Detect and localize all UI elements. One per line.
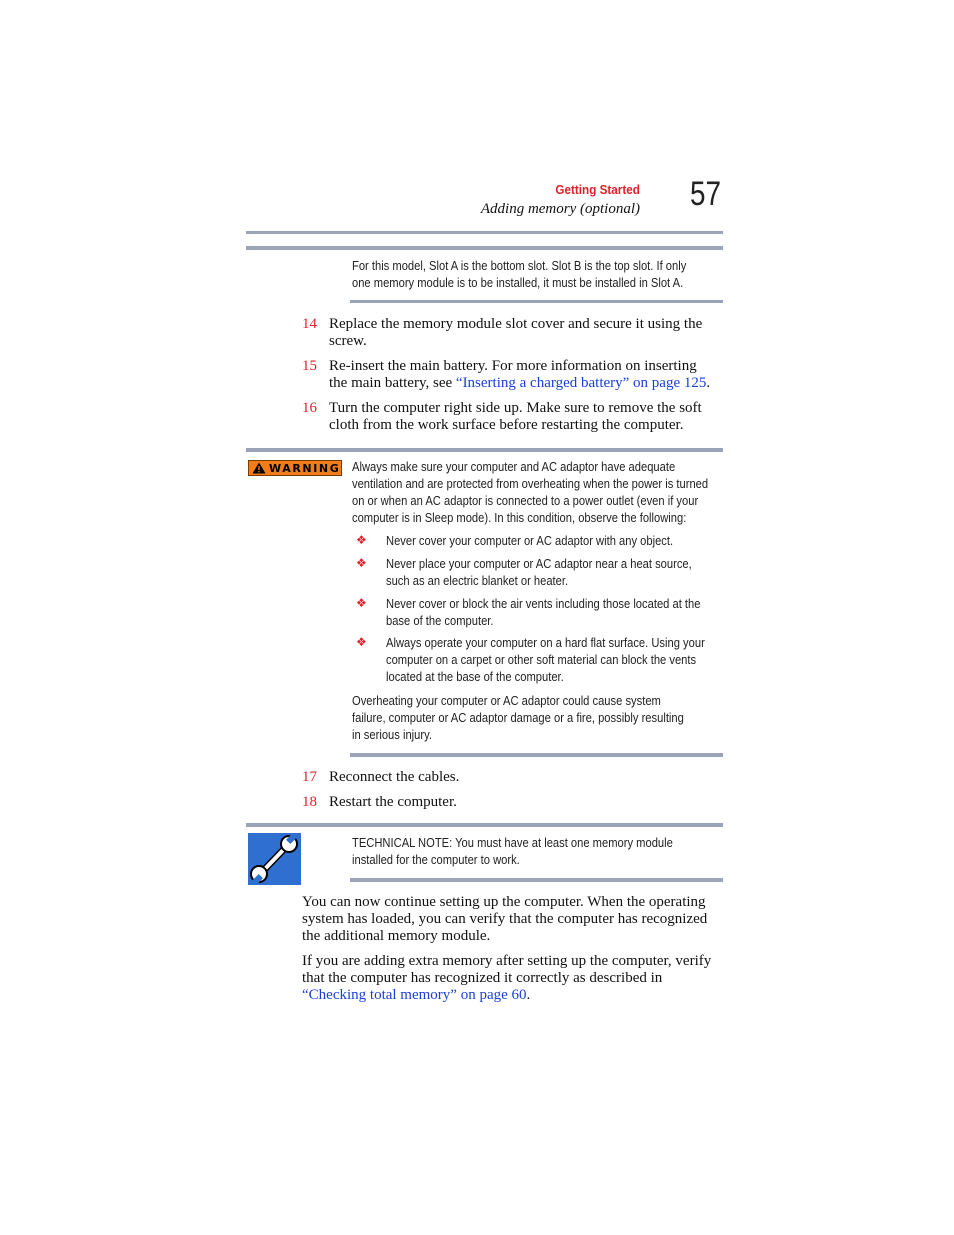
bullet-line: computer on a carpet or other soft material can block the vents <box>386 652 697 667</box>
warning-line: in serious injury. <box>352 727 432 742</box>
warning-label: WARNING <box>269 461 341 475</box>
bullet-line: base of the computer. <box>386 613 494 628</box>
body-paragraph <box>302 953 711 1004</box>
slot-note-line: For this model, Slot A is the bottom slot. Slot B is the top slot. If only <box>352 258 687 273</box>
warning-badge <box>248 460 342 476</box>
bullet-line: Never cover or block the air vents including those located at the <box>386 596 701 611</box>
header-section: Getting Started <box>555 182 640 197</box>
tech-note-line: installed for the computer to work. <box>352 852 520 867</box>
warning-triangle-icon <box>252 462 266 474</box>
slot-note-line: one memory module is to be installed, it must be installed in Slot A. <box>352 275 684 290</box>
step-text <box>329 358 710 392</box>
step-line: Turn the computer right side up. Make sure to remove the soft <box>329 400 702 416</box>
note-top-rule <box>246 246 723 250</box>
step-text <box>329 400 702 434</box>
warning-bullet <box>386 595 700 629</box>
warning-line: Overheating your computer or AC adaptor could cause system <box>352 693 661 708</box>
warning-closing <box>352 692 684 743</box>
step-line <box>329 375 710 392</box>
step-text-fragment: the main battery, see <box>329 375 456 391</box>
note-bottom-rule <box>350 300 723 303</box>
step-line: Replace the memory module slot cover and secure it using the <box>329 316 703 332</box>
body-line: the additional memory module. <box>302 928 491 944</box>
step-number: 18 <box>302 794 317 810</box>
step-line: screw. <box>329 333 367 349</box>
step-line: Re-insert the main battery. For more information on inserting <box>329 358 697 374</box>
wrench-icon <box>248 833 301 885</box>
step-text: Reconnect the cables. <box>329 769 460 785</box>
bullet-line: located at the base of the computer. <box>386 669 564 684</box>
warning-bottom-rule <box>350 753 723 757</box>
link-inserting-battery[interactable]: “Inserting a charged battery” on page 125 <box>455 375 707 391</box>
warning-line: Always make sure your computer and AC adaptor have adequate <box>352 459 676 474</box>
warning-bullet <box>386 555 692 589</box>
bullet-icon: ❖ <box>356 596 367 610</box>
body-line: If you are adding extra memory after setting up the computer, verify <box>302 953 712 969</box>
bullet-icon: ❖ <box>356 635 367 649</box>
body-text-fragment: . <box>526 987 531 1003</box>
bullet-line: Never place your computer or AC adaptor near a heat source, <box>386 556 692 571</box>
step-text <box>329 316 702 350</box>
warning-bullet <box>386 532 673 549</box>
step-text-fragment: . <box>706 375 711 391</box>
page-number: 57 <box>690 175 722 213</box>
body-line: system has loaded, you can verify that the computer has recognized <box>302 911 708 927</box>
running-header <box>440 180 640 224</box>
warning-line: computer is in Sleep mode). In this condition, observe the following: <box>352 510 687 525</box>
bullet-icon: ❖ <box>356 556 367 570</box>
step-line: cloth from the work surface before restarting the computer. <box>329 417 684 433</box>
body-line <box>302 987 711 1004</box>
warning-line: failure, computer or AC adaptor damage or a fire, possibly resulting <box>352 710 684 725</box>
step-number: 17 <box>302 769 317 785</box>
step-number: 14 <box>302 316 317 332</box>
step-text: Restart the computer. <box>329 794 457 810</box>
bullet-line: Always operate your computer on a hard flat surface. Using your <box>386 635 705 650</box>
step-number: 16 <box>302 400 317 416</box>
header-rule <box>246 231 723 234</box>
tech-note-line: TECHNICAL NOTE: You must have at least one memory module <box>352 835 673 850</box>
bullet-line: Never cover your computer or AC adaptor with any object. <box>386 533 674 548</box>
bullet-line: such as an electric blanket or heater. <box>386 573 569 588</box>
body-paragraph <box>302 894 707 945</box>
warning-intro <box>352 458 708 526</box>
slot-note <box>352 257 686 291</box>
warning-line: on or when an AC adaptor is connected to a power outlet (even if your <box>352 493 699 508</box>
body-line: that the computer has recognized it correctly as described in <box>302 970 663 986</box>
step-number: 15 <box>302 358 317 374</box>
header-subsection: Adding memory (optional) <box>480 201 640 217</box>
warning-line: ventilation and are protected from overheating when the power is turned <box>352 476 709 491</box>
tech-note-bottom-rule <box>350 878 723 882</box>
tech-note-text <box>352 834 673 868</box>
tech-note-top-rule <box>246 823 723 827</box>
body-line: You can now continue setting up the computer. When the operating <box>302 894 706 910</box>
warning-top-rule <box>246 448 723 452</box>
warning-bullet <box>386 634 705 685</box>
bullet-icon: ❖ <box>356 533 367 547</box>
link-checking-memory[interactable]: “Checking total memory” on page 60 <box>302 987 527 1003</box>
